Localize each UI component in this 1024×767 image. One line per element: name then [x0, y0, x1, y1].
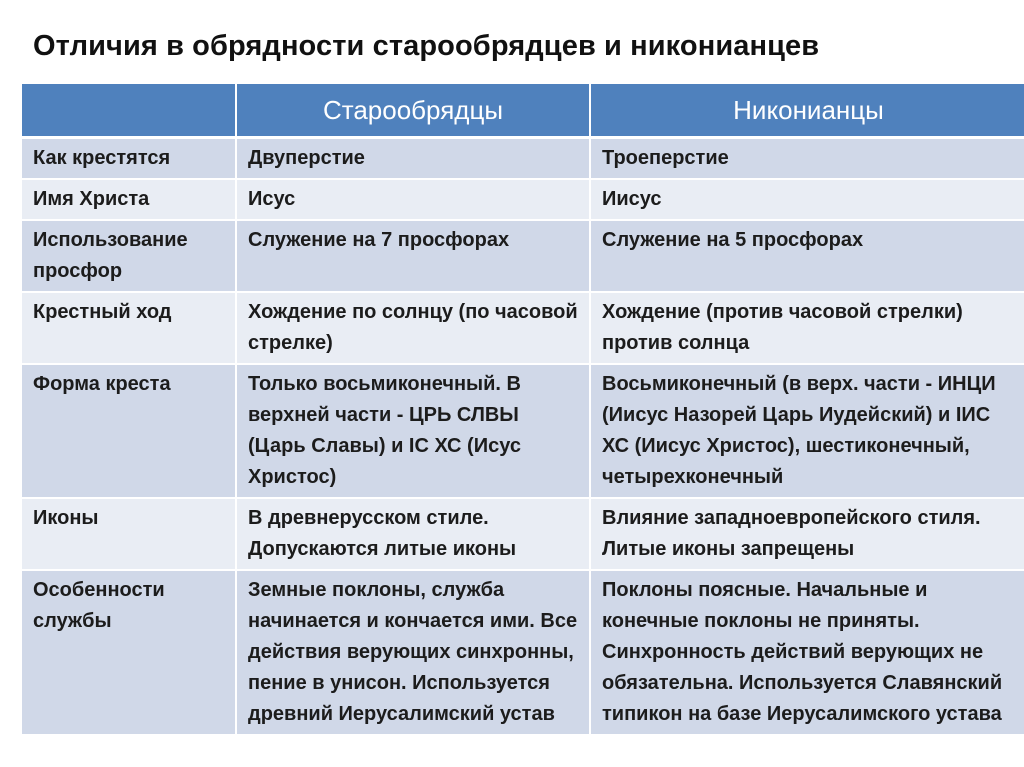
- old-believers-cell: В древнерусском стиле. Допускаются литые иконы: [236, 498, 590, 570]
- nikonians-cell: Иисус: [590, 179, 1024, 220]
- nikonians-cell: Влияние западноевропейского стиля. Литые иконы запрещены: [590, 498, 1024, 570]
- nikonians-cell: Служение на 5 просфорах: [590, 220, 1024, 292]
- table-row: [22, 292, 1024, 364]
- comparison-table: [22, 84, 1024, 734]
- old-believers-cell: Земные поклоны, служба начинается и кончается ими. Все действия верующих синхронны, пение в унисон. Используется древний Иерусалимский устав: [236, 570, 590, 734]
- nikonians-cell: Поклоны поясные. Начальные и конечные поклоны не приняты. Синхронность действий верующих не обязательна. Используется Славянский типикон на базе Иерусалимского устава: [590, 570, 1024, 734]
- table-row: [22, 498, 1024, 570]
- row-label: Использование просфор: [22, 220, 236, 292]
- header-cell-old-believers: Старообрядцы: [236, 84, 590, 138]
- old-believers-cell: Исус: [236, 179, 590, 220]
- old-believers-cell: Служение на 7 просфорах: [236, 220, 590, 292]
- header-cell-empty: [22, 84, 236, 138]
- row-label: Иконы: [22, 498, 236, 570]
- old-believers-cell: Двуперстие: [236, 138, 590, 180]
- row-label: Особенности службы: [22, 570, 236, 734]
- table-row: [22, 138, 1024, 180]
- nikonians-cell: Восьмиконечный (в верх. части - ИНЦИ (Иисус Назорей Царь Иудейский) и IИС ХС (Иисус Христос), шестиконечный, четырехконечный: [590, 364, 1024, 498]
- nikonians-cell: Хождение (против часовой стрелки) против солнца: [590, 292, 1024, 364]
- row-label: Имя Христа: [22, 179, 236, 220]
- table-row: [22, 179, 1024, 220]
- table-row: [22, 364, 1024, 498]
- old-believers-cell: Только восьмиконечный. В верхней части - ЦРЬ СЛВЫ (Царь Славы) и IC ХС (Исус Христос): [236, 364, 590, 498]
- slide-title: Отличия в обрядности старообрядцев и никонианцев: [33, 30, 820, 62]
- row-label: Как крестятся: [22, 138, 236, 180]
- nikonians-cell: Троеперстие: [590, 138, 1024, 180]
- table-row: [22, 220, 1024, 292]
- row-label: Крестный ход: [22, 292, 236, 364]
- header-cell-nikonians: Никонианцы: [590, 84, 1024, 138]
- table-header-row: [22, 84, 1024, 138]
- row-label: Форма креста: [22, 364, 236, 498]
- table-row: [22, 570, 1024, 734]
- old-believers-cell: Хождение по солнцу (по часовой стрелке): [236, 292, 590, 364]
